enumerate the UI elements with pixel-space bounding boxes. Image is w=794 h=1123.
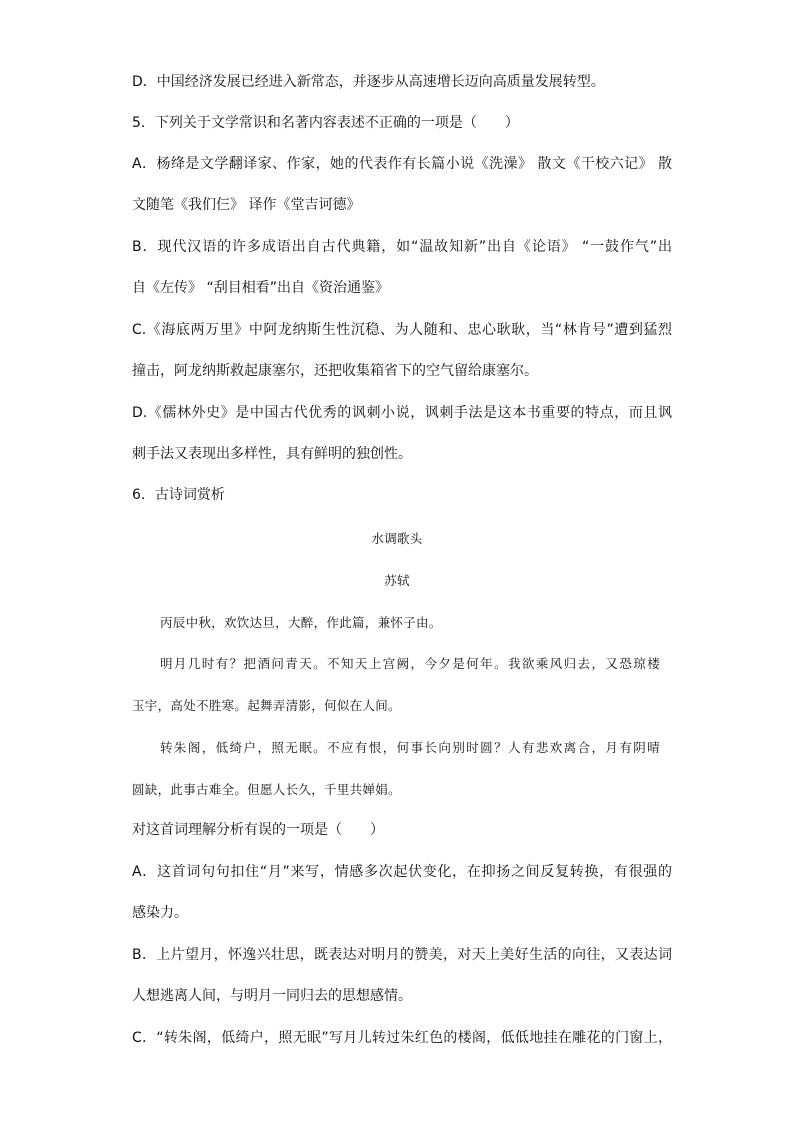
q6-option-a-line1: A．这首词句句扣住“月”来写，情感多次起伏变化，在抑扬之间反复转换，有很强的 — [132, 864, 672, 880]
question-6-heading: 6．古诗词赏析 — [132, 487, 225, 503]
option-d-economy: D．中国经济发展已经进入新常态，并逐步从高速增长迈向高质量发展转型。 — [132, 74, 605, 90]
q6-option-b-line2: 人想逃离人间，与明月一同归去的思想感情。 — [132, 988, 412, 1004]
q6-option-b-line1: B．上片望月，怀逸兴壮思，既表达对明月的赞美，对天上美好生活的向往，又表达词 — [132, 947, 672, 963]
q5-option-b-line2: 自《左传》 “刮目相看”出自《资治通鉴》 — [132, 280, 389, 296]
question-5-stem: 5．下列关于文学常识和名著内容表述不正确的一项是（ ） — [132, 115, 519, 131]
poem-stanza1-line2: 玉宇，高处不胜寒。起舞弄清影，何似在人间。 — [132, 698, 401, 713]
poem-stanza1-line1: 明月几时有？把酒问青天。不知天上宫阙，今夕是何年。我欲乘风归去，又恐琼楼 — [160, 656, 660, 671]
q5-option-a-line1: A．杨绛是文学翻译家、作家，她的代表作有长篇小说《洗澡》 散文《干校六记》 散 — [132, 156, 672, 172]
poem-stanza2-line1: 转朱阁，低绮户，照无眠。不应有恨，何事长向别时圆？人有悲欢离合，月有阴晴 — [160, 740, 660, 755]
poem-preface: 丙辰中秋，欢饮达旦，大醉，作此篇，兼怀子由。 — [160, 615, 442, 630]
q5-option-c-line2: 撞击，阿龙纳斯救起康塞尔，还把收集箱省下的空气留给康塞尔。 — [132, 363, 538, 379]
q5-option-a-line2: 文随笔《我们仨》 译作《堂吉诃德》 — [132, 197, 361, 213]
q5-option-d-line2: 刺手法又表现出多样性，具有鲜明的独创性。 — [132, 446, 412, 462]
q6-option-a-line2: 感染力。 — [132, 905, 188, 921]
q6-option-c-line1: C．“转朱阁，低绮户，照无眠”写月儿转过朱红色的楼阁，低低地挂在雕花的门窗上， — [132, 1030, 672, 1046]
question-6-stem: 对这首词理解分析有误的一项是（ ） — [132, 822, 384, 838]
poem-author: 苏轼 — [384, 573, 410, 588]
q5-option-b-line1: B．现代汉语的许多成语出自古代典籍，如“温故知新”出自《论语》 “一鼓作气”出 — [132, 239, 672, 255]
q5-option-c-line1: C.《海底两万里》中阿龙纳斯生性沉稳、为人随和、忠心耿耿，当“林肯号”遭到猛烈 — [132, 322, 672, 338]
poem-stanza2-line2: 圆缺，此事古难全。但愿人长久，千里共婵娟。 — [132, 782, 401, 797]
poem-title: 水调歌头 — [371, 531, 423, 546]
q5-option-d-line1: D.《儒林外史》是中国古代优秀的讽刺小说，讽刺手法是这本书重要的特点，而且讽 — [132, 405, 672, 421]
